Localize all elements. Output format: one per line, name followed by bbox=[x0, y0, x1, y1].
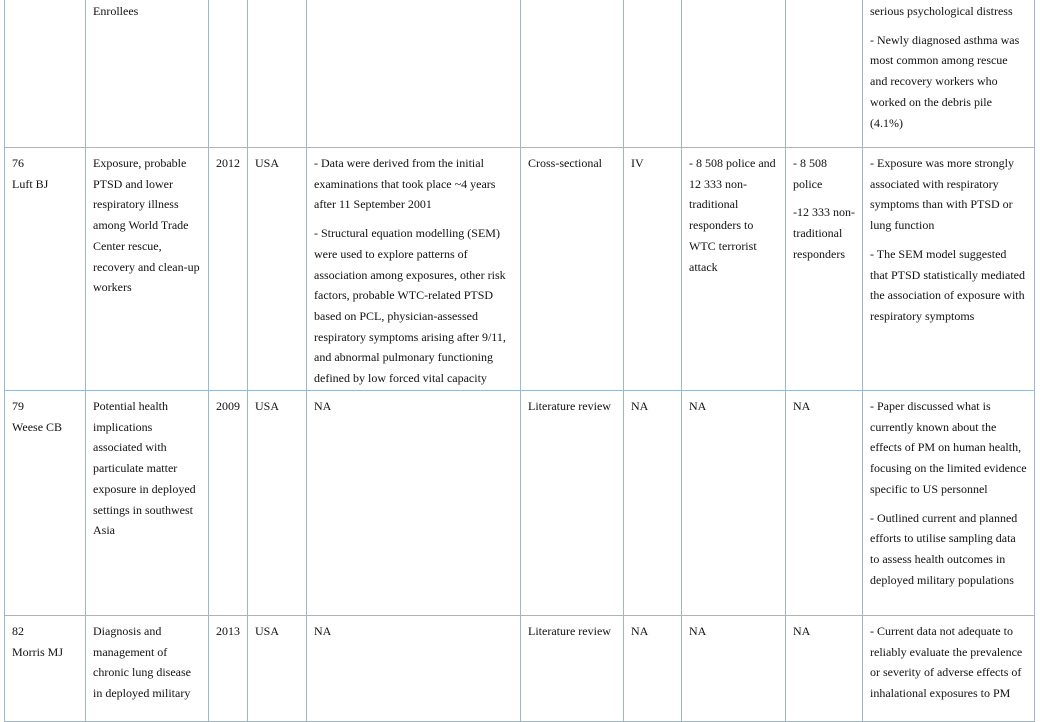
population-cell bbox=[682, 0, 786, 148]
ref-author-cell bbox=[5, 391, 86, 616]
literature-table bbox=[4, 0, 1035, 722]
topic-text: Potential health implications associated with particulate matter exposure in deployed settings in southwest Asia bbox=[93, 399, 196, 538]
topic-text: Diagnosis and management of chronic lung disease in deployed military bbox=[93, 624, 191, 701]
sample-text: NA bbox=[793, 399, 811, 413]
population-text: NA bbox=[689, 624, 707, 638]
finding-text: - Exposure was more strongly associated with respiratory symptoms than with PTSD or lung function bbox=[870, 156, 1014, 233]
year-cell: 2012 bbox=[209, 148, 248, 391]
sample-text: NA bbox=[793, 624, 811, 638]
table-row bbox=[5, 616, 1035, 722]
methods-cell bbox=[307, 148, 521, 391]
methods-cell bbox=[307, 616, 521, 722]
findings-cell bbox=[863, 391, 1035, 616]
population-cell bbox=[682, 616, 786, 722]
population-cell bbox=[682, 148, 786, 391]
design-cell: Cross-sectional bbox=[521, 148, 624, 391]
method-text: NA bbox=[314, 624, 332, 638]
design-cell bbox=[521, 0, 624, 148]
country-cell: USA bbox=[248, 148, 307, 391]
topic-text: Exposure, probable PTSD and lower respiratory illness among World Trade Center rescue, recovery and clean-up workers bbox=[93, 156, 200, 295]
topic-cell bbox=[86, 0, 209, 148]
topic-cell bbox=[86, 148, 209, 391]
finding-text: serious psychological distress bbox=[870, 4, 1013, 18]
ref-author-cell bbox=[5, 0, 86, 148]
table-row bbox=[5, 148, 1035, 391]
findings-cell bbox=[863, 0, 1035, 148]
level-cell: NA bbox=[624, 616, 682, 722]
ref-author-cell bbox=[5, 148, 86, 391]
sample-text: -12 333 non-traditional responders bbox=[793, 205, 855, 261]
sample-cell bbox=[786, 391, 863, 616]
population-text: NA bbox=[689, 399, 707, 413]
topic-cell bbox=[86, 616, 209, 722]
design-cell: Literature review bbox=[521, 616, 624, 722]
ref-number: 79 bbox=[12, 399, 24, 413]
first-author: Weese CB bbox=[12, 419, 63, 434]
sample-cell bbox=[786, 148, 863, 391]
method-text: - Structural equation modelling (SEM) were used to explore patterns of association among exposures, other risk factors, probable WTC-related PTSD based on PCL, physician-assessed respiratory symptoms arising after 9/11, and abnormal pulmonary functioning defined by low forced vital capacity bbox=[314, 226, 506, 386]
country-cell: USA bbox=[248, 391, 307, 616]
population-cell bbox=[682, 391, 786, 616]
first-author: Luft BJ bbox=[12, 176, 49, 191]
year-cell: 2013 bbox=[209, 616, 248, 722]
sample-text: - 8 508 police bbox=[793, 156, 827, 191]
finding-text: - The SEM model suggested that PTSD statistically mediated the association of exposure with respiratory symptoms bbox=[870, 246, 1025, 323]
ref-number: 76 bbox=[12, 156, 24, 170]
findings-cell bbox=[863, 148, 1035, 391]
year-cell: 2009 bbox=[209, 391, 248, 616]
findings-cell bbox=[863, 616, 1035, 722]
finding-text: - Paper discussed what is currently known about the effects of PM on human health, focusing on the limited evidence specific to US personnel bbox=[870, 399, 1027, 496]
methods-cell bbox=[307, 391, 521, 616]
level-cell bbox=[624, 0, 682, 148]
level-cell: IV bbox=[624, 148, 682, 391]
country-cell: USA bbox=[248, 616, 307, 722]
first-author: Morris MJ bbox=[12, 644, 64, 659]
table-row bbox=[5, 0, 1035, 148]
method-text: - Data were derived from the initial examinations that took place ~4 years after 11 September 2001 bbox=[314, 156, 496, 212]
table-row bbox=[5, 391, 1035, 616]
methods-cell bbox=[307, 0, 521, 148]
topic-text: Enrollees bbox=[93, 4, 139, 18]
ref-number: 82 bbox=[12, 624, 24, 638]
population-text: - 8 508 police and 12 333 non-traditional responders to WTC terrorist attack bbox=[689, 156, 776, 274]
level-cell: NA bbox=[624, 391, 682, 616]
year-cell bbox=[209, 0, 248, 148]
topic-cell bbox=[86, 391, 209, 616]
finding-text: - Newly diagnosed asthma was most common among rescue and recovery workers who worked on the debris pile (4.1%) bbox=[870, 32, 1020, 130]
ref-author-cell bbox=[5, 616, 86, 722]
finding-text: - Current data not adequate to reliably evaluate the prevalence or severity of adverse effects of inhalational exposures to PM bbox=[870, 624, 1023, 701]
design-cell: Literature review bbox=[521, 391, 624, 616]
country-cell bbox=[248, 0, 307, 148]
sample-cell bbox=[786, 616, 863, 722]
sample-cell bbox=[786, 0, 863, 148]
finding-text: - Outlined current and planned efforts to utilise sampling data to assess health outcomes in deployed military populations bbox=[870, 510, 1018, 587]
method-text: NA bbox=[314, 399, 332, 413]
